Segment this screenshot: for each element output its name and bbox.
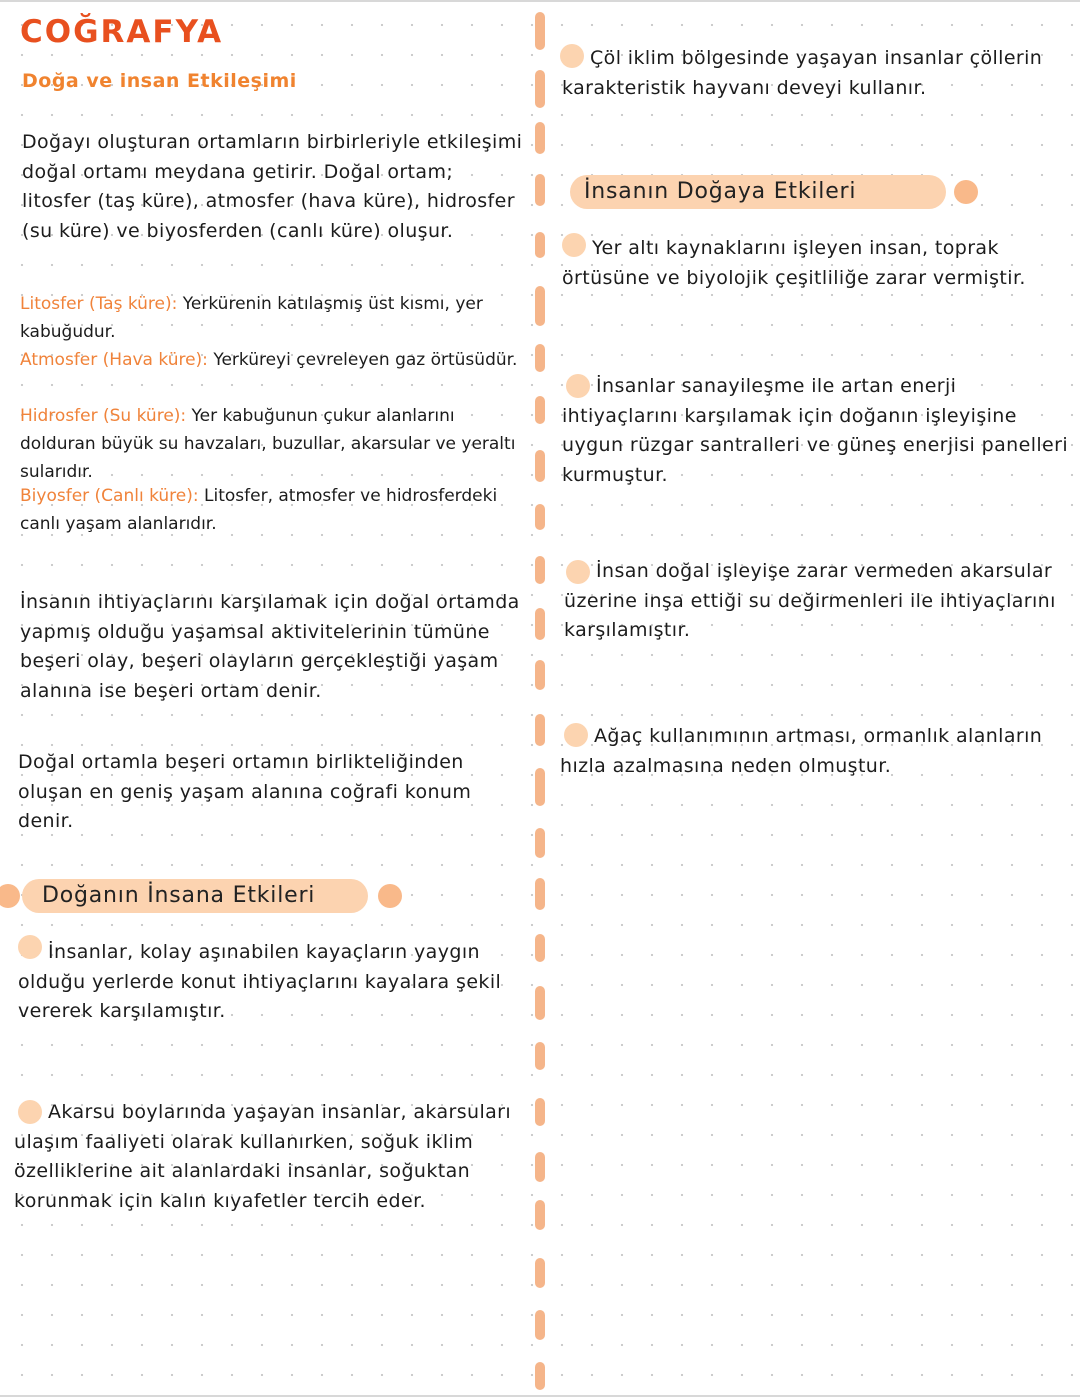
definition-hidrosfer — [20, 402, 525, 486]
intro-paragraph: Doğayı oluşturan ortamların birbirleriyle etkileşimi doğal ortamı meydana getirir. Doğal ortam; litosfer (taş küre), atmosfer (hava küre), hidrosfer (su küre) ve biyosferden (canlı küre) oluşur. — [22, 131, 523, 242]
divider-dash — [535, 1200, 545, 1230]
definition-label: Biyosfer (Canlı küre): — [20, 486, 199, 506]
human-on-nature-point-4: Ağaç kullanımının artması, ormanlık alanların hızla azalmasına neden olmuştur. — [560, 725, 1043, 777]
definition-label: Hidrosfer (Su küre): — [20, 406, 187, 426]
divider-dash — [535, 714, 545, 746]
divider-dash — [535, 878, 545, 910]
divider-dash — [535, 828, 545, 858]
human-on-nature-point-1: Yer altı kaynaklarını işleyen insan, toprak örtüsüne ve biyolojik çeşitliliğe zarar vermiştir. — [562, 237, 1026, 289]
human-on-nature-point-2: İnsanlar sanayileşme ile artan enerji ihtiyaçlarını karşılamak için doğanın işleyişine uygun rüzgar santralleri ve güneş enerjisi panelleri kurmuştur. — [562, 375, 1069, 486]
divider-dash — [535, 1042, 545, 1070]
divider-dash — [535, 232, 545, 258]
heading-left-dot-icon — [0, 884, 20, 908]
definition-text: Yerküreyi çevreleyen gaz örtüsüdür. — [213, 350, 518, 370]
divider-dash — [535, 986, 545, 1020]
divider-dash — [535, 1152, 545, 1182]
nature-on-human-point-2: Akarsu boylarında yaşayan insanlar, akarsuları ulaşım faaliyeti olarak kullanırken, soğuk iklim özelliklerine ait alanlardaki insanlar, soğuktan korunmak için kalın kıyafetler tercih eder. — [14, 1101, 512, 1212]
divider-dash — [535, 12, 545, 50]
human-on-nature-heading: İnsanın Doğaya Etkileri — [584, 179, 857, 204]
page-top-border — [0, 0, 1080, 2]
divider-dash — [535, 504, 545, 530]
divider-dash — [535, 1310, 545, 1340]
geographic-location-paragraph: Doğal ortamla beşeri ortamın birlikteliğinden oluşan en geniş yaşam alanına coğrafi konum denir. — [18, 751, 472, 832]
page-subtitle: Doğa ve insan Etkileşimi — [22, 70, 297, 92]
page-title: COĞRAFYA — [20, 14, 224, 50]
nature-on-human-point-1: İnsanlar, kolay aşınabilen kayaçların yaygın olduğu yerlerde konut ihtiyaçlarını kayalara şekil vererek karşılamıştır. — [18, 941, 502, 1022]
definition-text: Litosfer, atmosfer ve hidrosferdeki canlı yaşam alanlarıdır. — [20, 486, 498, 534]
divider-dash — [535, 286, 545, 326]
definition-litosfer — [20, 290, 525, 346]
divider-dash — [535, 122, 545, 154]
divider-dash — [535, 70, 545, 108]
divider-dash — [535, 396, 545, 424]
definition-text: Yerkürenin katılaşmış üst kısmı, yer kabuğudur. — [20, 294, 483, 342]
divider-dash — [535, 768, 545, 806]
divider-dash — [535, 608, 545, 640]
desert-camel-point: Çöl iklim bölgesinde yaşayan insanlar çöllerin karakteristik hayvanı deveyi kullanır. — [562, 47, 1043, 99]
definition-biyosfer — [20, 482, 525, 538]
nature-on-human-heading: Doğanın İnsana Etkileri — [42, 883, 316, 908]
divider-dash — [535, 934, 545, 962]
definition-label: Atmosfer (Hava küre): — [20, 350, 208, 370]
divider-dash — [535, 450, 545, 482]
definition-atmosfer — [20, 346, 525, 374]
divider-dash — [535, 660, 545, 690]
divider-dash — [535, 1258, 545, 1288]
divider-dash — [535, 556, 545, 584]
human-on-nature-point-3: İnsan doğal işleyişe zarar vermeden akarsular üzerine inşa ettiği su değirmenleri ile ihtiyaçlarını karşılamıştır. — [564, 560, 1056, 641]
definition-label: Litosfer (Taş küre): — [20, 294, 178, 314]
definition-text: Yer kabuğunun çukur alanlarını dolduran büyük su havzaları, buzullar, akarsular ve yeraltı sularıdır. — [20, 406, 516, 482]
human-activity-paragraph: İnsanın ihtiyaçlarını karşılamak için doğal ortamda yapmış olduğu yaşamsal aktivitelerinin tümüne beşeri olay, beşeri olayların gerçekleştiği yaşam alanına ise beşeri ortam denir. — [20, 591, 520, 702]
divider-dash — [535, 1098, 545, 1126]
divider-dash — [535, 174, 545, 206]
heading-right-dot-icon — [378, 884, 402, 908]
divider-dash — [535, 1362, 545, 1390]
divider-dash — [535, 344, 545, 372]
heading-right-dot-icon — [954, 180, 978, 204]
